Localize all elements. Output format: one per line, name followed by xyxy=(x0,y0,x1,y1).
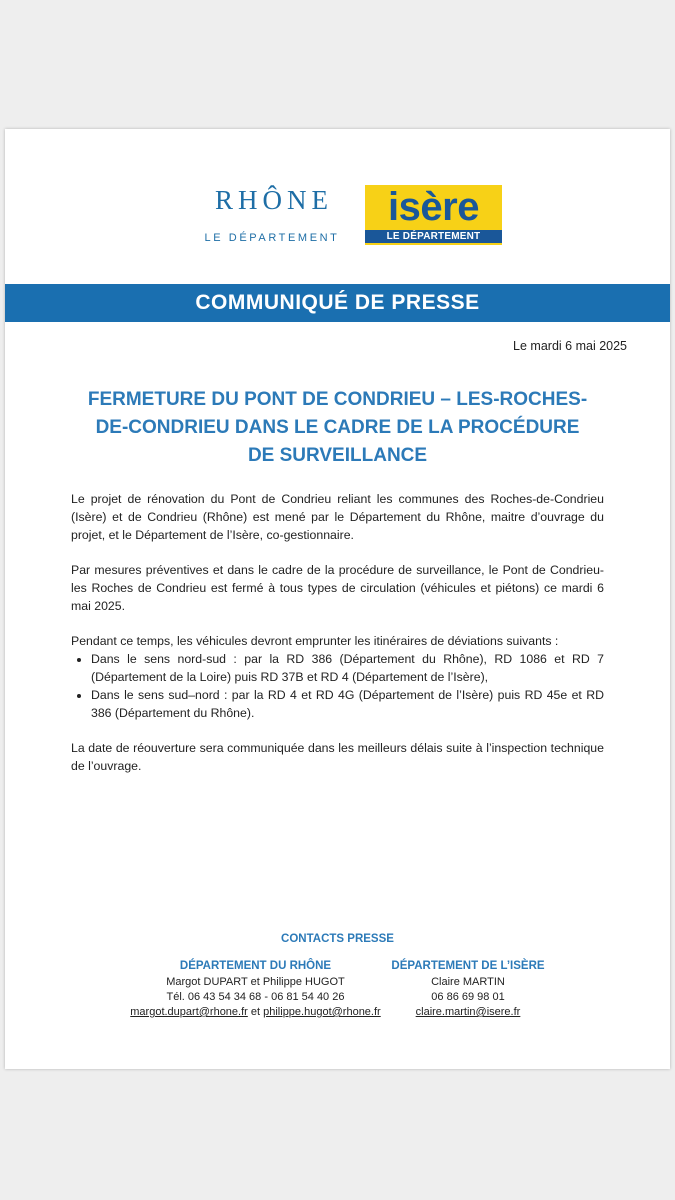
email-link-claire[interactable]: claire.martin@isere.fr xyxy=(415,1006,521,1018)
press-release-banner: COMMUNIQUÉ DE PRESSE xyxy=(5,284,670,322)
paragraph-project: Le projet de rénovation du Pont de Condrieu reliant les communes des Roches-de-Condrieu (Isère) et de Condrieu (Rhône) est mené par le Département du Rhône, maitre d’ouvrage du projet, et le Département de l’Isère, co-gestionnaire. xyxy=(71,492,604,542)
detour-north-south: • Dans le sens nord-sud : par la RD 386 (Département du Rhône), RD 1086 et RD 7 (Département de la Loire) puis RD 37B et RD 4 (Département de l’Isère), xyxy=(91,650,604,686)
headline-line-2: DE-CONDRIEU DANS LE CADRE DE LA PROCÉDURE xyxy=(95,417,580,438)
email-link-philippe[interactable]: philippe.hugot@rhone.fr xyxy=(263,1006,381,1018)
contacts-title: CONTACTS PRESSE xyxy=(281,933,394,945)
contact-rhone-phones: Tél. 06 43 54 34 68 - 06 81 54 40 26 xyxy=(166,991,345,1003)
paragraph-closure: Par mesures préventives et dans le cadre de la procédure de surveillance, le Pont de Condrieu-les Roches de Condrieu est fermé à tous types de circulation (véhicules et piétons) ce mardi 6 mai 2025. xyxy=(71,563,604,613)
isere-logo-subtitle: LE DÉPARTEMENT xyxy=(365,230,502,243)
paragraph-detours-intro: Pendant ce temps, les véhicules devront emprunter les itinéraires de déviations suivants : xyxy=(71,634,559,648)
detour-south-north: • Dans le sens sud–nord : par la RD 4 et RD 4G (Département de l’Isère) puis RD 45e et RD 386 (Département du Rhône). xyxy=(91,686,604,722)
headline xyxy=(65,386,610,470)
email-joiner: et xyxy=(247,1006,264,1018)
paragraph-reopening: La date de réouverture sera communiquée dans les meilleurs délais suite à l’inspection technique de l’ouvrage. xyxy=(71,741,604,773)
isere-logo-name: isère xyxy=(388,185,479,229)
contact-rhone-emails xyxy=(118,1005,393,1020)
contact-isere xyxy=(383,959,553,1020)
headline-line-1: FERMETURE DU PONT DE CONDRIEU – LES-ROCHES- xyxy=(87,389,588,410)
contact-rhone xyxy=(118,959,393,1020)
email-link-margot[interactable]: margot.dupart@rhone.fr xyxy=(130,1006,248,1018)
headline-line-3: DE SURVEILLANCE xyxy=(247,445,428,466)
rhone-logo-name: RHÔNE xyxy=(215,185,333,215)
isere-logo xyxy=(365,185,502,245)
contact-isere-name: Claire MARTIN xyxy=(431,976,505,988)
press-release-page xyxy=(5,129,670,1069)
contact-isere-heading: DÉPARTEMENT DE L’ISÈRE xyxy=(391,960,545,972)
contact-rhone-heading: DÉPARTEMENT DU RHÔNE xyxy=(179,960,332,972)
detour-list xyxy=(71,650,604,722)
rhone-logo-subtitle: LE DÉPARTEMENT xyxy=(204,232,340,244)
publication-date: Le mardi 6 mai 2025 xyxy=(513,339,627,353)
contact-isere-phone: 06 86 69 98 01 xyxy=(431,991,505,1003)
body-text xyxy=(71,490,604,792)
rhone-logo xyxy=(197,182,347,257)
contact-rhone-names: Margot DUPART et Philippe HUGOT xyxy=(166,976,345,988)
